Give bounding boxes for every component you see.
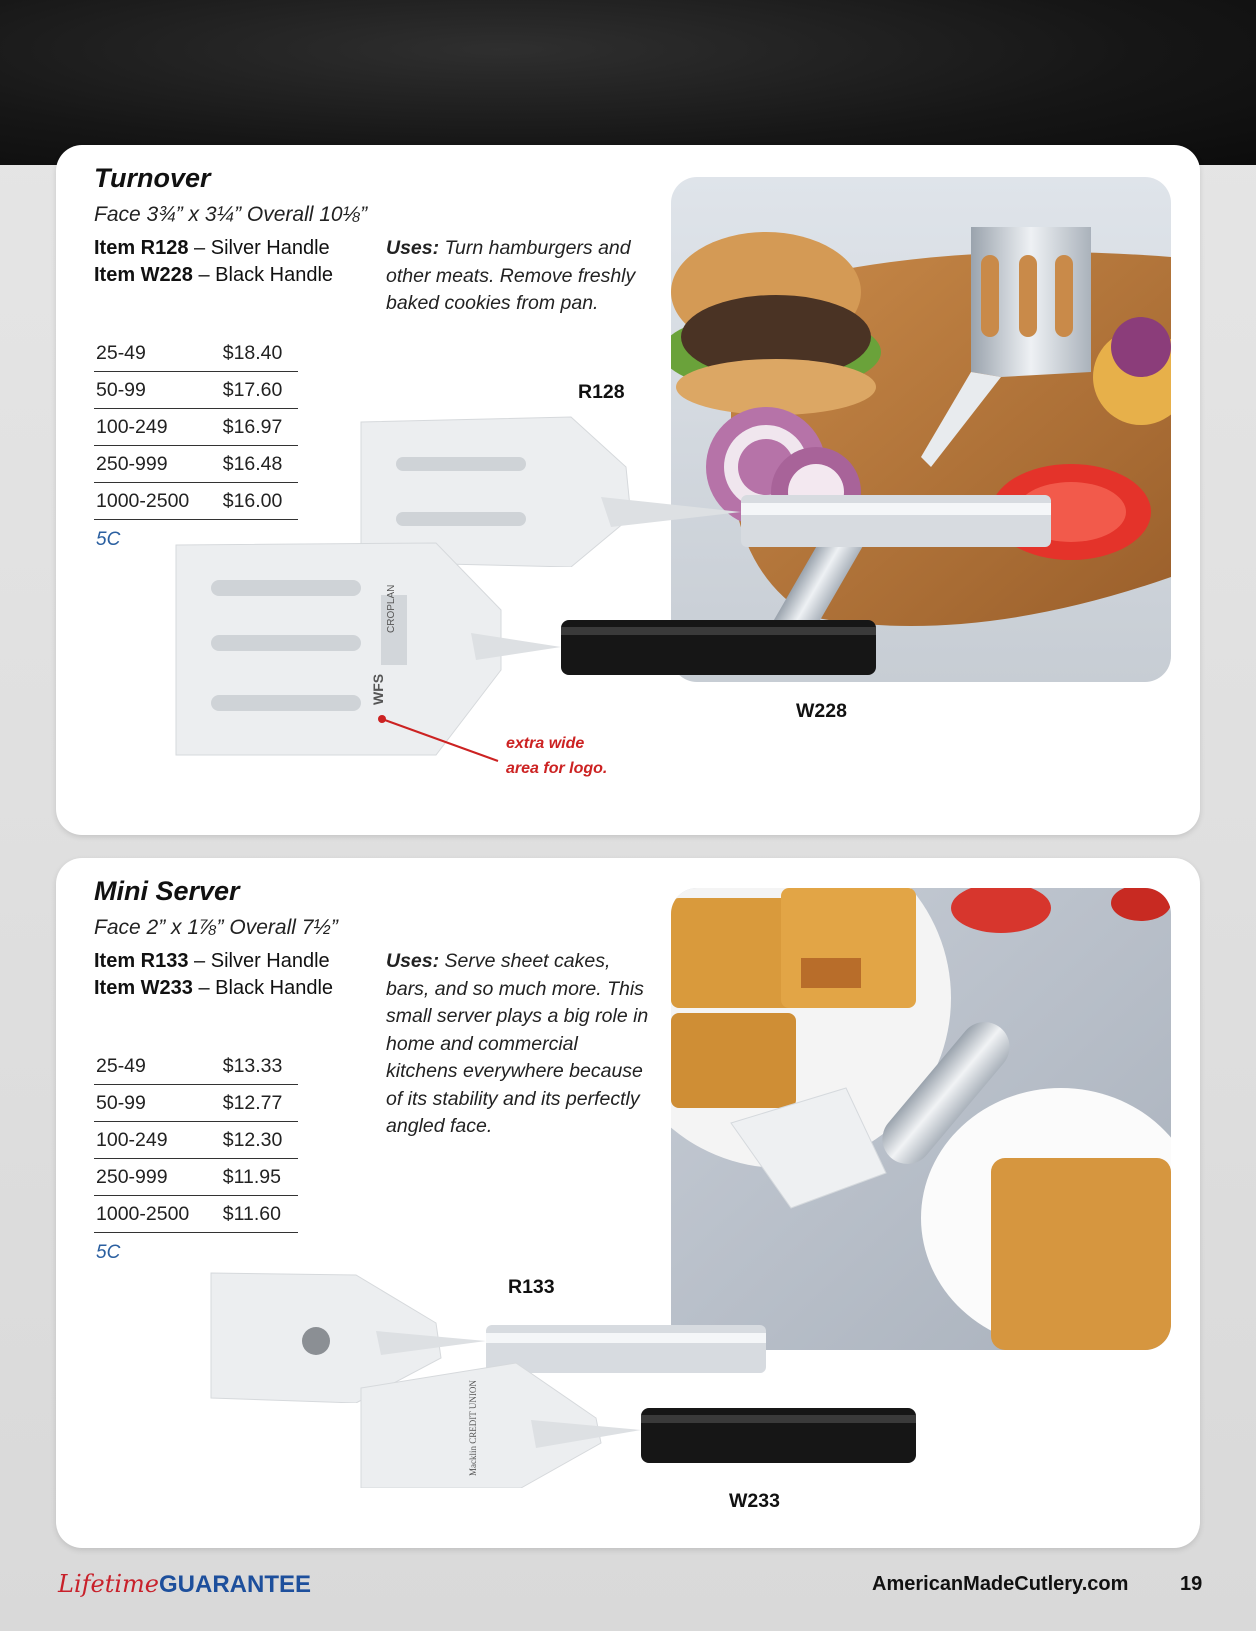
turnover-card bbox=[56, 145, 1200, 835]
lifetime-guarantee-logo bbox=[58, 1570, 311, 1599]
mini-server-black-image bbox=[356, 1358, 926, 1488]
price-table bbox=[94, 335, 298, 520]
website-url[interactable]: AmericanMadeCutlery.com bbox=[872, 1573, 1129, 1595]
label-black: W228 bbox=[796, 700, 847, 722]
price-table bbox=[94, 1048, 298, 1233]
price: $16.00 bbox=[209, 483, 298, 520]
page-number: 19 bbox=[1180, 1573, 1203, 1595]
croplan-logo: CROPLAN bbox=[386, 584, 397, 633]
price: $11.60 bbox=[209, 1196, 298, 1233]
price: $16.97 bbox=[209, 409, 298, 446]
price-row bbox=[94, 483, 298, 520]
product-dimensions: Face 3¾” x 3¼” Overall 10⅛” bbox=[94, 203, 368, 226]
price: $18.40 bbox=[209, 335, 298, 372]
item-desc: – Silver Handle bbox=[188, 950, 330, 972]
product-dimensions: Face 2” x 1⅞” Overall 7½” bbox=[94, 916, 338, 939]
uses-description bbox=[386, 948, 651, 1141]
quantity: 250-999 bbox=[94, 446, 209, 483]
logo-area-note bbox=[506, 731, 607, 781]
price-row bbox=[94, 1122, 298, 1159]
brand-guarantee: GUARANTEE bbox=[158, 1571, 311, 1598]
price-row bbox=[94, 372, 298, 409]
price: $17.60 bbox=[209, 372, 298, 409]
uses-text: Serve sheet cakes, bars, and so much more. This small server plays a big role in home and commercial kitchens everywhere because of its stability and its perfectly angled face. bbox=[386, 950, 649, 1137]
uses-label: Uses: bbox=[386, 237, 440, 259]
product-title: Turnover bbox=[94, 163, 211, 193]
quantity: 1000-2500 bbox=[94, 483, 209, 520]
quantity: 250-999 bbox=[94, 1159, 209, 1196]
price-row bbox=[94, 446, 298, 483]
price-row bbox=[94, 1048, 298, 1085]
quantity: 25-49 bbox=[94, 335, 209, 372]
item-silver bbox=[94, 237, 330, 260]
product-code: 5C bbox=[96, 1242, 121, 1263]
label-silver: R128 bbox=[578, 381, 625, 403]
product-code: 5C bbox=[96, 529, 121, 550]
uses-description bbox=[386, 235, 651, 318]
item-code: Item W233 bbox=[94, 977, 193, 999]
quantity: 100-249 bbox=[94, 1122, 209, 1159]
quantity: 25-49 bbox=[94, 1048, 209, 1085]
item-code: Item R128 bbox=[94, 237, 189, 259]
quantity: 50-99 bbox=[94, 372, 209, 409]
quantity: 1000-2500 bbox=[94, 1196, 209, 1233]
uses-label: Uses: bbox=[386, 950, 440, 972]
mini-server-card bbox=[56, 858, 1200, 1548]
quantity: 100-249 bbox=[94, 409, 209, 446]
item-code: Item R133 bbox=[94, 950, 189, 972]
item-black bbox=[94, 264, 333, 287]
product-title: Mini Server bbox=[94, 876, 240, 906]
price: $11.95 bbox=[209, 1159, 298, 1196]
price-row bbox=[94, 1196, 298, 1233]
quantity: 50-99 bbox=[94, 1085, 209, 1122]
header-banner bbox=[0, 0, 1256, 165]
price: $13.33 bbox=[209, 1048, 298, 1085]
price-row bbox=[94, 409, 298, 446]
note-line: area for logo. bbox=[506, 760, 608, 777]
item-desc: – Black Handle bbox=[192, 264, 334, 286]
price-row bbox=[94, 1085, 298, 1122]
label-black: W233 bbox=[729, 1490, 780, 1512]
item-desc: – Black Handle bbox=[192, 977, 334, 999]
note-line: extra wide bbox=[506, 735, 585, 752]
logo-area-pointer bbox=[378, 715, 508, 765]
price-row bbox=[94, 1159, 298, 1196]
brand-lifetime: Lifetime bbox=[58, 1570, 159, 1598]
label-silver: R133 bbox=[508, 1276, 555, 1298]
macklin-logo: Macklin CREDIT UNION bbox=[468, 1380, 478, 1476]
price: $16.48 bbox=[209, 446, 298, 483]
price: $12.77 bbox=[209, 1085, 298, 1122]
wfs-logo: WFS bbox=[370, 673, 386, 705]
price: $12.30 bbox=[209, 1122, 298, 1159]
item-silver bbox=[94, 950, 330, 973]
item-black bbox=[94, 977, 333, 1000]
price-row bbox=[94, 335, 298, 372]
uses-text: Turn hamburgers and other meats. Remove freshly baked cookies from pan. bbox=[386, 237, 636, 314]
item-code: Item W228 bbox=[94, 264, 193, 286]
item-desc: – Silver Handle bbox=[188, 237, 330, 259]
